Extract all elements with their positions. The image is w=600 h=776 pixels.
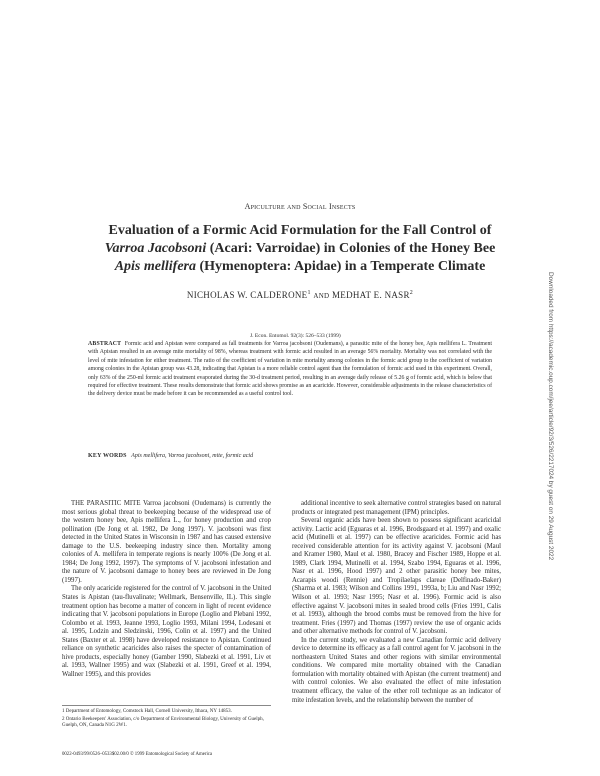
keywords-label: KEY WORDS bbox=[88, 453, 127, 459]
author-conjunction: AND bbox=[313, 292, 330, 300]
body-paragraph: THE PARASITIC MITE Varroa jacobsoni (Oudemans) is currently the most serious global threat to beekeeping because of the widespread use of the western honey bee, Apis mellifera L., for honey production and crop pollination (De Jong et al. 1982, De Jong 1997). V. jacobsoni was first detected in the United States in Wisconsin in 1987 and has caused extensive damage to the U.S. beekeeping industry since then. Mortality among colonies of A. mellifera in temperate regions is nearly 100% (De Jong et al. 1984; De Jong 1992, 1997). The symptoms of V. jacobsoni infestation and the nature of V. jacobsoni damage to honey bees are reviewed in De Jong (1997). bbox=[62, 500, 271, 584]
title-line-2 bbox=[80, 240, 520, 258]
download-sidebar-note bbox=[546, 272, 555, 682]
body-paragraph: additional incentive to seek alternative control strategies based on natural products or integrated pest management (IPM) principles. bbox=[292, 500, 501, 516]
download-note-text: Downloaded from https://academic.oup.com/jee/article/92/3/526/2217024 by guest on 29 August 2022 bbox=[547, 272, 554, 561]
body-column-right bbox=[292, 500, 501, 705]
keywords-text: Apis mellifera, Varroa jacobsoni, mite, formic acid bbox=[131, 453, 254, 459]
title-species-varroa: Varroa Jacobsoni bbox=[104, 241, 207, 256]
section-heading: Apiculture and Social Insects bbox=[244, 202, 356, 211]
copyright-line: 0022-0493/99/0526–0533$02.00/0 © 1999 Entomological Society of America bbox=[62, 752, 213, 757]
author-1-affiliation-mark: 1 bbox=[307, 290, 311, 296]
title-line-3-rest: (Hymenoptera: Apidae) in a Temperate Climate bbox=[195, 259, 486, 274]
abstract bbox=[88, 340, 492, 399]
abstract-text: Formic acid and Apistan were compared as fall treatments for Varroa jacobsoni (Oudemans), a parasitic mite of the honey bee, Apis mellifera L. Treatment with Apistan resulted in an average mite mortality of 98%, whereas treatment with formic acid resulted in an average 56% mortality. Mortality was not correlated with the level of mite infestation for either treatment. The ratio of the coefficient of variation in mite mortality among colonies in the formic acid group to the coefficient of variation among colonies in the Apistan group was 43.28, indicating that Apistan is a more reliable control agent than the formulation of formic acid used in this experiment. Overall, only 63% of the 250-ml formic acid treatment evaporated during the 30-d treatment period, resulting in an average daily release of 5.26 g of formic acid, which is below that required for effective treatment. These results demonstrate that formic acid shows promise as an acaricide. However, considerable adjustments in the release characteristics of the delivery device must be made before it can be recommended as a useful control tool. bbox=[88, 341, 493, 398]
footnotes bbox=[62, 705, 271, 731]
body-paragraph: In the current study, we evaluated a new Canadian formic acid delivery device to determine its efficacy as a fall control agent for V. jacobsoni in the northeastern United States and other regions with similar environmental conditions. We compared mite mortality obtained with the Canadian formulation with mortality obtained with Apistan (the current treatment) and with control colonies. We also evaluated the effect of mite infestation treatment efficacy, the value of the ether roll technique as an indicator of mite infestation levels, and the relationship between the number of bbox=[292, 636, 501, 704]
body-paragraph: The only acaricide registered for the control of V. jacobsoni in the United States is Apistan (tau-fluvalinate; Wellmark, Bensenville, IL). This single treatment option has become a matter of concern in light of recent evidence indicating that V. jacobsoni populations in Europe (Loglio and Plebani 1992, Colombo et al. 1993, Jeanne 1993, Loglio 1993, Milani 1994, Lodesani et al. 1995, Lodzin and Sledzinski, 1996, Colin et al. 1997) and the United States (Baxter et al. 1998) have developed resistance to Apistan. Continued reliance on synthetic acaricides also raises the specter of contamination of hive products, especially honey (Gamber 1990, Slabezki et al. 1991, Liv et al. 1993, Wallner 1995) and wax (Slabezki et al. 1991, Greef et al. 1994, Wallner 1995), and this provides bbox=[62, 585, 271, 678]
title-line-2-rest: (Acari: Varroidae) in Colonies of the Honey Bee bbox=[206, 241, 496, 256]
title-species-apis: Apis mellifera bbox=[114, 259, 196, 274]
abstract-label: ABSTRACT bbox=[88, 341, 122, 347]
author-2-affiliation-mark: 2 bbox=[409, 290, 414, 296]
author-2: MEDHAT E. NASR bbox=[331, 290, 410, 300]
body-column-left bbox=[62, 500, 271, 679]
title-line-1: Evaluation of a Formic Acid Formulation for the Fall Control of bbox=[108, 223, 492, 238]
keywords bbox=[88, 453, 492, 459]
footnote-2: 2 Ontario Beekeepers' Association, c/o Department of Environmental Biology, University of Guelph, Guelph, ON, Canada N1G 2W1. bbox=[62, 716, 264, 729]
author-list bbox=[0, 290, 600, 300]
author-1: NICHOLAS W. CALDERONE bbox=[186, 290, 308, 300]
body-paragraph: Several organic acids have been shown to possess significant acaricidal activity. Lactic acid (Eguaras et al. 1996, Brodsgaard et al. 1997) and oxalic acid (Mutinelli et al. 1997) can be effective acaricides. Formic acid has received considerable attention for its activity against V. jacobsoni (Maul and Kramer 1980, Maul et al. 1980, Bracey and Fischer 1989, Hoppe et al. 1989, Clark 1994, Mutinelli et al. 1994, Szabo 1994, Eguaras et al. 1996, Nasr et al. 1996, Hood 1997) and 2 other parasitic honey bee mites, Acarapis woodi (Rennie) and Tropilaelaps clareae (Delfinado-Baker) (Sharma et al. 1983; Wilson and Collins 1991, 1993a, b; Liu and Nasr 1992; Wilson et al. 1993; Nasr 1995; Nasr et al. 1996). Formic acid is also effective against V. jacobsoni mites in sealed brood cells (Fries 1991, Calis et al. 1993), although the brood combs must be removed from the hive for treatment. Fries (1997) and Thomas (1997) review the use of organic acids and other alternative methods for control of V. jacobsoni. bbox=[292, 517, 501, 636]
title-line-3 bbox=[80, 258, 520, 276]
article-title bbox=[80, 222, 520, 276]
journal-citation: J. Econ. Entomol. 92(3): 526–533 (1999) bbox=[250, 333, 341, 339]
footnote-1: 1 Department of Entomology, Comstock Hall, Cornell University, Ithaca, NY 14853. bbox=[62, 709, 232, 714]
